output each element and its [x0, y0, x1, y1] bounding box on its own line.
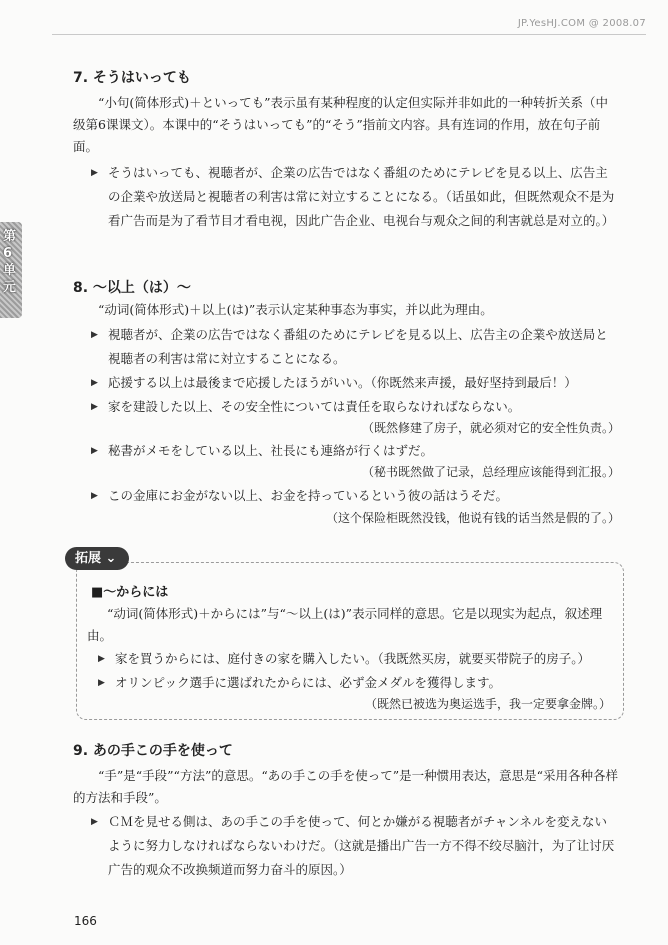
- bullet-triangle-icon: ▶: [91, 491, 98, 501]
- extension-badge: 拓展 ⌄: [65, 547, 129, 570]
- section-8-example-3: ▶ 家を建設した以上、その安全性については責任を取らなければならない。: [108, 395, 618, 419]
- extension-box: [76, 562, 624, 720]
- bullet-triangle-icon: ▶: [91, 378, 98, 388]
- watermark-header: JP.YesHJ.COM @ 2008.07: [517, 18, 646, 29]
- extension-example-1: ▶ 家を買うからには、庭付きの家を購入したい。（我既然买房，就要买带院子的房子。）: [115, 647, 610, 671]
- bullet-triangle-icon: ▶: [91, 402, 98, 412]
- section-8-example-4: ▶ 秘書がメモをしている以上、社長にも連絡が行くはずだ。: [108, 439, 618, 463]
- section-7-description: “小句(简体形式)＋といっても”表示虽有某种程度的认定但实际并非如此的一种转折关系（中级第6课课文）。本课中的“そうはいっても”的“そう”指前文内容。具有连词的作用，放在句子前面。: [73, 95, 609, 154]
- extension-title: ■～からには: [91, 585, 169, 600]
- section-8-example-2: ▶ 応援する以上は最後まで応援したほうがいい。（你既然来声援，最好坚持到最后！）: [108, 371, 618, 395]
- section-8-example-3-translation: （既然修建了房子，就必须对它的安全性负责。）: [361, 421, 620, 435]
- section-9-example: ▶ ＣＭを見せる側は、あの手この手を使って、何とか嫌がる視聴者がチャンネルを変えないように努力しなければならないわけだ。（这就是播出广告一方不得不绞尽脑汁，为了让讨厌广告的观众不改换频道而努力奋斗的原因。）: [108, 810, 618, 882]
- section-8-title: 8. ～以上（は）～: [73, 280, 191, 296]
- section-8-example-5: ▶ この金庫にお金がない以上、お金を持っているという彼の話はうそだ。: [108, 484, 618, 508]
- bullet-triangle-icon: ▶: [91, 817, 98, 827]
- page-number: 166: [74, 914, 97, 928]
- section-7-example: ▶ そうはいっても、視聴者が、企業の広告ではなく番組のためにテレビを見る以上、広告主の企業や放送局と視聴者の利害は常に対立することになる。（话虽如此，但既然观众不是为看广告而是为了看节目才看电视，因此广告企业、电视台与观众之间的利害就总是对立的。）: [108, 161, 618, 233]
- section-7-title: 7. そうはいっても: [73, 70, 191, 86]
- chevron-down-icon: ⌄: [105, 551, 117, 566]
- extension-description: “动词(简体形式)＋からには”与“～以上(は)”表示同样的意思。它是以现实为起点，叙述理由。: [87, 606, 603, 643]
- header-divider: [52, 34, 646, 35]
- bullet-triangle-icon: ▶: [91, 168, 98, 178]
- unit-side-tab-label: 第6单元: [3, 229, 17, 295]
- bullet-triangle-icon: ▶: [91, 446, 98, 456]
- section-8-example-5-translation: （这个保险柜既然没钱，他说有钱的话当然是假的了。）: [325, 511, 620, 525]
- bullet-triangle-icon: ▶: [98, 654, 105, 664]
- section-9-title: 9. あの手この手を使って: [73, 743, 233, 759]
- section-8-example-4-translation: （秘书既然做了记录，总经理应该能得到汇报。）: [361, 465, 620, 479]
- extension-example-2: ▶ オリンピック選手に選ばれたからには、必ず金メダルを獲得します。: [115, 671, 610, 695]
- section-9-description: “手”是“手段”“方法”的意思。“あの手この手を使って”是一种惯用表达，意思是“采用各种各样的方法和手段”。: [73, 768, 619, 805]
- unit-side-tab: [0, 222, 22, 318]
- section-8-example-1: ▶ 視聴者が、企業の広告ではなく番組のためにテレビを見る以上、広告主の企業や放送局と視聴者の利害は常に対立することになる。: [108, 323, 618, 371]
- section-8-description: “动词(简体形式)＋以上(は)”表示认定某种事态为事实，并以此为理由。: [98, 302, 493, 317]
- bullet-triangle-icon: ▶: [91, 330, 98, 340]
- extension-example-2-translation: （既然已被选为奥运选手，我一定要拿金牌。）: [364, 697, 611, 711]
- bullet-triangle-icon: ▶: [98, 678, 105, 688]
